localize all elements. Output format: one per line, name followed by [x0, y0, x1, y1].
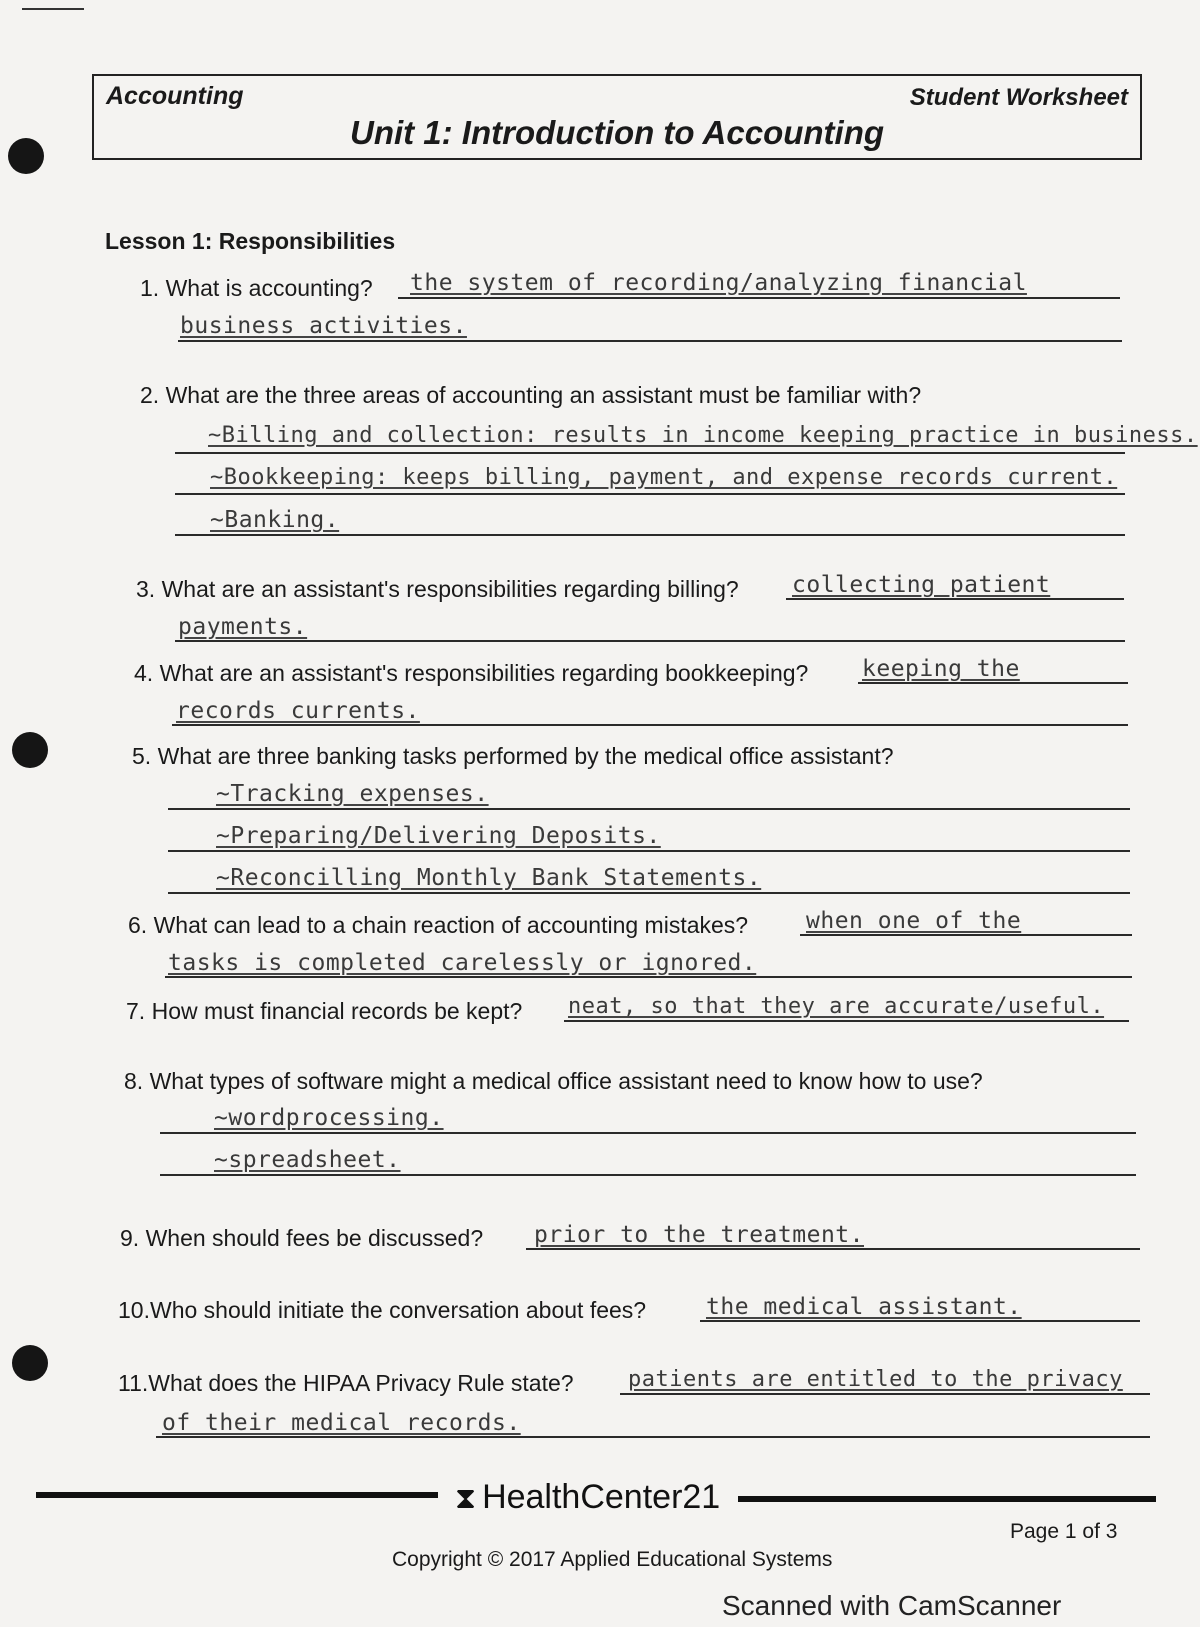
question: 8. What types of software might a medical office assistant need to know how to use? [124, 1068, 983, 1094]
question: 5. What are three banking tasks performed by the medical office assistant? [132, 743, 894, 769]
answer-line [160, 1132, 1136, 1134]
answer-line [175, 452, 1125, 454]
answer-line [175, 493, 1125, 495]
lesson-heading: Lesson 1: Responsibilities [105, 228, 396, 254]
question: 11.What does the HIPAA Privacy Rule state? [118, 1370, 574, 1396]
answer-line [168, 808, 1130, 810]
question: 2. What are the three areas of accounting an assistant must be familiar with? [140, 382, 922, 408]
answer-line [526, 1248, 1140, 1250]
question: 4. What are an assistant's responsibilities regarding bookkeeping? [134, 660, 809, 686]
answer-line [160, 1174, 1136, 1176]
handwritten-answer: collecting patient [792, 572, 1051, 598]
handwritten-answer: neat, so that they are accurate/useful. [568, 994, 1105, 1019]
handwritten-answer: payments. [178, 614, 308, 640]
answer-line [156, 1436, 1150, 1438]
subject-label: Accounting [106, 82, 244, 110]
page-number: Page 1 of 3 [1010, 1520, 1118, 1543]
handwritten-answer: business activities. [180, 313, 467, 339]
answer-line [165, 976, 1132, 978]
copyright-text: Copyright © 2017 Applied Educational Systems [392, 1548, 833, 1571]
handwritten-answer: ~Reconcilling Monthly Bank Statements. [216, 865, 762, 891]
handwritten-answer: keeping the [862, 656, 1020, 682]
answer-line [175, 534, 1125, 536]
handwritten-answer: ~Tracking expenses. [216, 781, 489, 807]
handwritten-answer: when one of the [806, 908, 1022, 934]
handwritten-answer: ~wordprocessing. [214, 1105, 444, 1131]
handwritten-answer: ~spreadsheet. [214, 1147, 401, 1173]
answer-line [620, 1393, 1150, 1395]
brand-name: HealthCenter21 [482, 1478, 721, 1516]
footer-rule [738, 1496, 1156, 1502]
punch-hole [12, 1345, 48, 1381]
answer-line [168, 850, 1130, 852]
answer-line [700, 1320, 1140, 1322]
handwritten-answer: ~Banking. [210, 507, 340, 533]
answer-line [564, 1020, 1129, 1022]
brand-logo-icon: ⧗ [455, 1482, 477, 1515]
answer-line [178, 340, 1122, 342]
question: 10.Who should initiate the conversation about fees? [118, 1297, 647, 1323]
question: 9. When should fees be discussed? [120, 1225, 484, 1251]
handwritten-answer: tasks is completed carelessly or ignored. [168, 950, 757, 976]
footer-rule [36, 1492, 438, 1498]
handwritten-answer: patients are entitled to the privacy [628, 1367, 1123, 1392]
handwritten-answer: ~Billing and collection: results in income keeping practice in business. [208, 423, 1198, 448]
handwritten-answer: records currents. [176, 698, 420, 724]
punch-hole [8, 138, 44, 174]
handwritten-answer: of their medical records. [162, 1410, 521, 1436]
answer-line [172, 724, 1128, 726]
answer-line [175, 640, 1125, 642]
question: 6. What can lead to a chain reaction of accounting mistakes? [128, 912, 749, 938]
handwritten-answer: prior to the treatment. [534, 1222, 864, 1248]
corner-mark [22, 8, 84, 10]
worksheet-header [92, 74, 1142, 160]
question: 7. How must financial records be kept? [126, 998, 523, 1024]
handwritten-answer: the medical assistant. [706, 1294, 1022, 1320]
question: 1. What is accounting? [140, 275, 373, 301]
handwritten-answer: ~Preparing/Delivering Deposits. [216, 823, 661, 849]
punch-hole [12, 732, 48, 768]
question: 3. What are an assistant's responsibilities regarding billing? [136, 576, 739, 602]
scanner-watermark: Scanned with CamScanner [722, 1590, 1062, 1621]
answer-line [168, 892, 1130, 894]
answer-line [800, 934, 1132, 936]
handwritten-answer: the system of recording/analyzing financial [410, 270, 1027, 296]
answer-line [398, 297, 1120, 299]
answer-line [858, 682, 1128, 684]
handwritten-answer: ~Bookkeeping: keeps billing, payment, and expense records current. [210, 465, 1118, 490]
brand-logo [455, 1478, 720, 1517]
answer-line [786, 598, 1124, 600]
doc-type-label: Student Worksheet [909, 84, 1128, 111]
unit-title: Unit 1: Introduction to Accounting [349, 114, 885, 151]
